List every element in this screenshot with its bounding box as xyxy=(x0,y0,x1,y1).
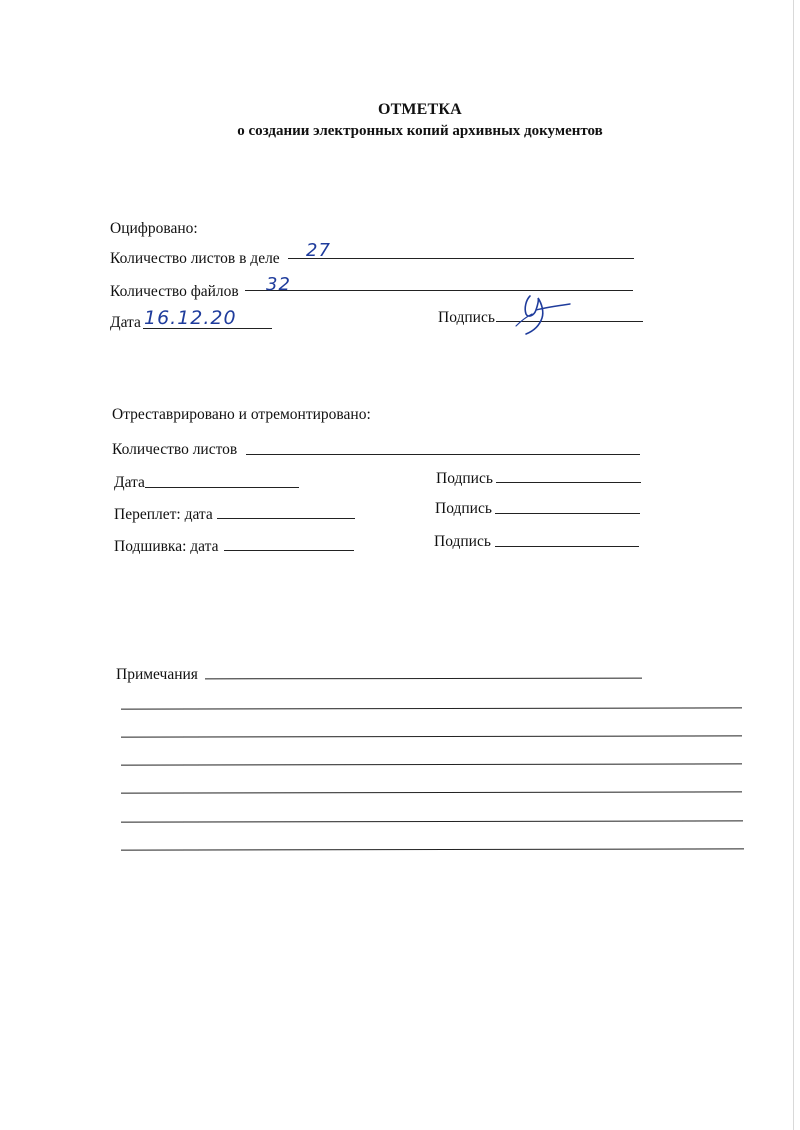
binding-date-label: Переплет: дата xyxy=(114,506,213,523)
digitized-signature-label: Подпись xyxy=(438,309,495,326)
digitized-date-label: Дата xyxy=(110,314,141,331)
restored-date-line[interactable] xyxy=(145,487,299,488)
binding-signature-line[interactable] xyxy=(495,513,640,514)
digitized-sheets-line[interactable] xyxy=(288,258,634,259)
digitized-sheets-label: Количество листов в деле xyxy=(110,250,280,267)
restored-date-label: Дата xyxy=(114,474,145,491)
notes-line-3[interactable] xyxy=(121,735,742,737)
restored-sheets-line[interactable] xyxy=(246,454,640,455)
notes-label: Примечания xyxy=(116,666,198,683)
restored-heading: Отреставрировано и отремонтировано: xyxy=(112,406,371,423)
stitching-date-line[interactable] xyxy=(224,550,354,551)
handwritten-signature xyxy=(508,290,578,340)
restored-sheets-label: Количество листов xyxy=(112,441,238,458)
form-title: ОТМЕТКА xyxy=(378,101,462,118)
notes-line-4[interactable] xyxy=(121,763,742,765)
digitized-files-value: 32 xyxy=(266,274,291,295)
binding-signature-label: Подпись xyxy=(435,500,492,517)
digitized-date-value: 16.12.20 xyxy=(144,307,237,329)
stitching-signature-label: Подпись xyxy=(434,533,491,550)
notes-line-7[interactable] xyxy=(121,848,744,850)
digitized-heading: Оцифровано: xyxy=(110,220,198,237)
stitching-date-label: Подшивка: дата xyxy=(114,538,219,555)
notes-line-2[interactable] xyxy=(121,707,742,709)
form-subtitle: о создании электронных копий архивных документов xyxy=(237,123,603,139)
digitized-files-label: Количество файлов xyxy=(110,283,239,300)
page-edge xyxy=(793,0,794,1130)
notes-line-1[interactable] xyxy=(205,678,642,680)
notes-line-5[interactable] xyxy=(121,791,742,793)
binding-date-line[interactable] xyxy=(217,518,355,519)
restored-signature-line[interactable] xyxy=(496,482,641,483)
digitized-sheets-value: 27 xyxy=(306,240,331,261)
notes-line-6[interactable] xyxy=(121,820,743,822)
stitching-signature-line[interactable] xyxy=(495,546,639,547)
restored-signature-label: Подпись xyxy=(436,470,493,487)
